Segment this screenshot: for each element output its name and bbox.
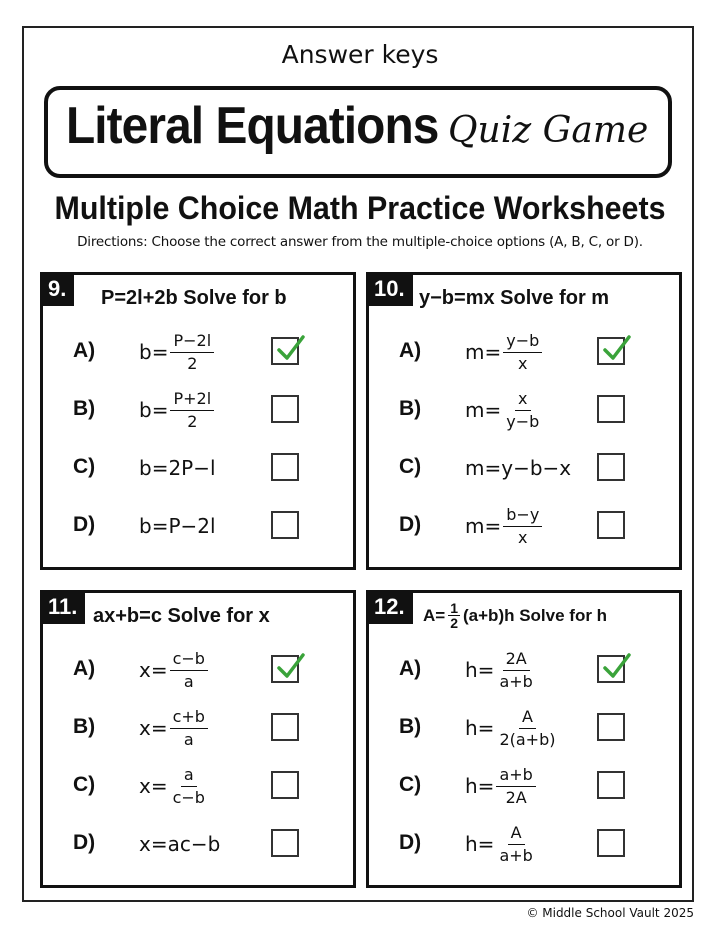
question-prompt: y−b=mx Solve for m xyxy=(419,287,610,309)
answer-checkbox[interactable] xyxy=(271,453,299,481)
option-d xyxy=(43,817,353,871)
option-expression: x=ac−b xyxy=(139,832,221,856)
option-expression: x= $\frac{c-b}{a}$ xyxy=(139,643,208,697)
question-card-9 xyxy=(40,272,356,570)
option-c xyxy=(43,441,353,495)
option-letter: C) xyxy=(73,455,96,478)
answer-checkbox[interactable] xyxy=(597,395,625,423)
option-b xyxy=(43,383,353,437)
answer-checkbox[interactable] xyxy=(271,395,299,423)
question-number: 12. xyxy=(366,590,413,624)
option-letter: D) xyxy=(399,513,422,536)
option-expression: x= $\frac{c+b}{a}$ xyxy=(139,701,208,755)
title-box xyxy=(44,86,672,178)
prompt-fraction: $\frac{1}{2}$ xyxy=(450,600,459,631)
option-expression: m= $\frac{b-y}{x}$ xyxy=(465,499,542,553)
option-expression: h= $\frac{A}{a+b}$ xyxy=(465,822,533,865)
option-letter: B) xyxy=(73,715,96,738)
option-letter: C) xyxy=(399,455,422,478)
prompt-right: (a+b)h Solve for h xyxy=(463,605,608,625)
option-a xyxy=(43,325,353,379)
check-icon xyxy=(601,651,631,681)
option-letter: D) xyxy=(399,831,422,854)
answer-checkbox[interactable] xyxy=(271,713,299,741)
answer-checkbox[interactable] xyxy=(597,655,625,683)
answer-checkbox[interactable] xyxy=(271,511,299,539)
option-c xyxy=(369,441,679,495)
directions: Directions: Choose the correct answer from the multiple-choice options (A, B, C, or D). xyxy=(77,234,643,250)
question-number: 10. xyxy=(366,272,413,306)
option-letter: B) xyxy=(73,397,96,420)
option-letter: C) xyxy=(73,773,96,796)
option-expression: h= $\frac{2A}{a+b}$ xyxy=(465,648,533,691)
option-letter: D) xyxy=(73,513,96,536)
option-letter: A) xyxy=(399,339,422,362)
option-b xyxy=(369,701,679,755)
option-letter: A) xyxy=(399,657,422,680)
option-expression: b= $\frac{P-2l}{2}$ xyxy=(139,325,214,379)
question-number: 11. xyxy=(40,590,85,624)
answer-checkbox[interactable] xyxy=(597,337,625,365)
answer-keys-label: Answer keys xyxy=(281,40,439,69)
option-letter: B) xyxy=(399,715,422,738)
question-card-12 xyxy=(366,590,682,888)
answer-checkbox[interactable] xyxy=(597,713,625,741)
option-expression: h= $\frac{A}{2(a+b)}$ xyxy=(465,706,556,749)
title-main: Literal Equations xyxy=(66,97,439,155)
answer-checkbox[interactable] xyxy=(597,829,625,857)
question-prompt: ax+b=c Solve for x xyxy=(93,605,270,627)
option-expression: m= $\frac{x}{y-b}$ xyxy=(465,388,540,431)
title-script: Quiz Game xyxy=(448,110,649,151)
answer-checkbox[interactable] xyxy=(271,655,299,683)
option-expression: b=2P−l xyxy=(139,456,216,480)
answer-checkbox[interactable] xyxy=(271,771,299,799)
option-a xyxy=(43,643,353,697)
prompt-left: A= xyxy=(423,605,446,625)
option-d xyxy=(369,817,679,871)
option-d xyxy=(43,499,353,553)
option-expression: m= $\frac{y-b}{x}$ xyxy=(465,325,542,379)
answer-checkbox[interactable] xyxy=(597,511,625,539)
answer-checkbox[interactable] xyxy=(271,337,299,365)
option-letter: B) xyxy=(399,397,422,420)
option-a xyxy=(369,325,679,379)
check-icon xyxy=(275,651,305,681)
answer-checkbox[interactable] xyxy=(597,771,625,799)
check-icon xyxy=(601,333,631,363)
option-letter: C) xyxy=(399,773,422,796)
option-letter: A) xyxy=(73,657,96,680)
option-expression: b=P−2l xyxy=(139,514,216,538)
question-prompt: P=2l+2b Solve for b xyxy=(101,287,287,309)
question-card-11 xyxy=(40,590,356,888)
option-b xyxy=(369,383,679,437)
check-icon xyxy=(275,333,305,363)
answer-checkbox[interactable] xyxy=(597,453,625,481)
option-d xyxy=(369,499,679,553)
option-letter: D) xyxy=(73,831,96,854)
option-b xyxy=(43,701,353,755)
option-expression: b= $\frac{P+2l}{2}$ xyxy=(139,383,214,437)
option-c xyxy=(369,759,679,813)
question-card-10 xyxy=(366,272,682,570)
copyright: © Middle School Vault 2025 xyxy=(526,906,694,920)
question-prompt xyxy=(423,601,607,630)
answer-checkbox[interactable] xyxy=(271,829,299,857)
option-expression: h= $\frac{a+b}{2A}$ xyxy=(465,759,536,813)
question-number: 9. xyxy=(40,272,74,306)
option-expression: x= $\frac{a}{c-b}$ xyxy=(139,764,205,807)
option-c xyxy=(43,759,353,813)
option-a xyxy=(369,643,679,697)
subtitle: Multiple Choice Math Practice Worksheets xyxy=(54,190,666,226)
option-expression: m=y−b−x xyxy=(465,456,572,480)
option-letter: A) xyxy=(73,339,96,362)
